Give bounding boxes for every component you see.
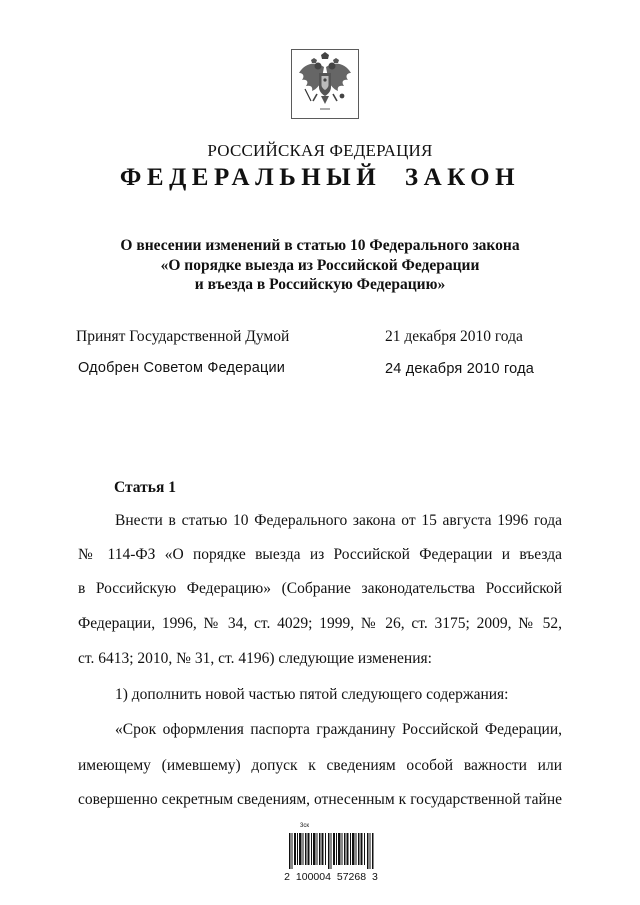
- article-text-line: Внести в статью 10 Федерального закона от 15 августа 1996 года: [115, 512, 562, 529]
- article-text-line: ст. 6413; 2010, № 31, ст. 4196) следующие изменения:: [78, 650, 432, 667]
- barcode-tiny-label: 3ск: [300, 823, 309, 829]
- article-text-line: имеющему (имевшему) допуск к сведениям особой важности или: [78, 757, 562, 774]
- document-barcode: [284, 823, 378, 889]
- article-text-line: совершенно секретным сведениям, отнесенным к государственной тайне: [78, 791, 562, 808]
- article-text-line: № 114-ФЗ «О порядке выезда из Российской Федерации и въезда: [78, 546, 562, 563]
- subject-line: и въезда в Российскую Федерацию»: [194, 276, 446, 293]
- subject-line: «О порядке выезда из Российской Федерации: [160, 256, 480, 274]
- article-heading: Статья 1: [114, 479, 176, 496]
- article-text-line: «Срок оформления паспорта гражданину Российской Федерации,: [115, 721, 562, 738]
- council-approval-label: Одобрен Советом Федерации: [78, 360, 286, 376]
- council-approval-date: 24 декабря 2010 года: [385, 361, 535, 377]
- russian-coat-of-arms-icon: [291, 49, 359, 119]
- article-text-line: Федерации, 1996, № 34, ст. 4029; 1999, № 26, ст. 3175; 2009, № 52,: [78, 615, 562, 632]
- duma-adoption-date: 21 декабря 2010 года: [385, 328, 523, 345]
- country-name: РОССИЙСКАЯ ФЕДЕРАЦИЯ: [207, 141, 433, 160]
- article-text-line: в Российскую Федерацию» (Собрание законодательства Российской: [78, 580, 562, 597]
- barcode-bars: [288, 833, 374, 869]
- barcode-number: 2 100004 57268 3: [284, 871, 378, 883]
- law-subject: [0, 236, 640, 295]
- article-text-line: 1) дополнить новой частью пятой следующего содержания:: [115, 686, 509, 703]
- law-type-title: ФЕДЕРАЛЬНЫЙ ЗАКОН: [119, 164, 521, 191]
- subject-line: О внесении изменений в статью 10 Федерального закона: [120, 237, 520, 254]
- duma-adoption-label: Принят Государственной Думой: [76, 328, 290, 345]
